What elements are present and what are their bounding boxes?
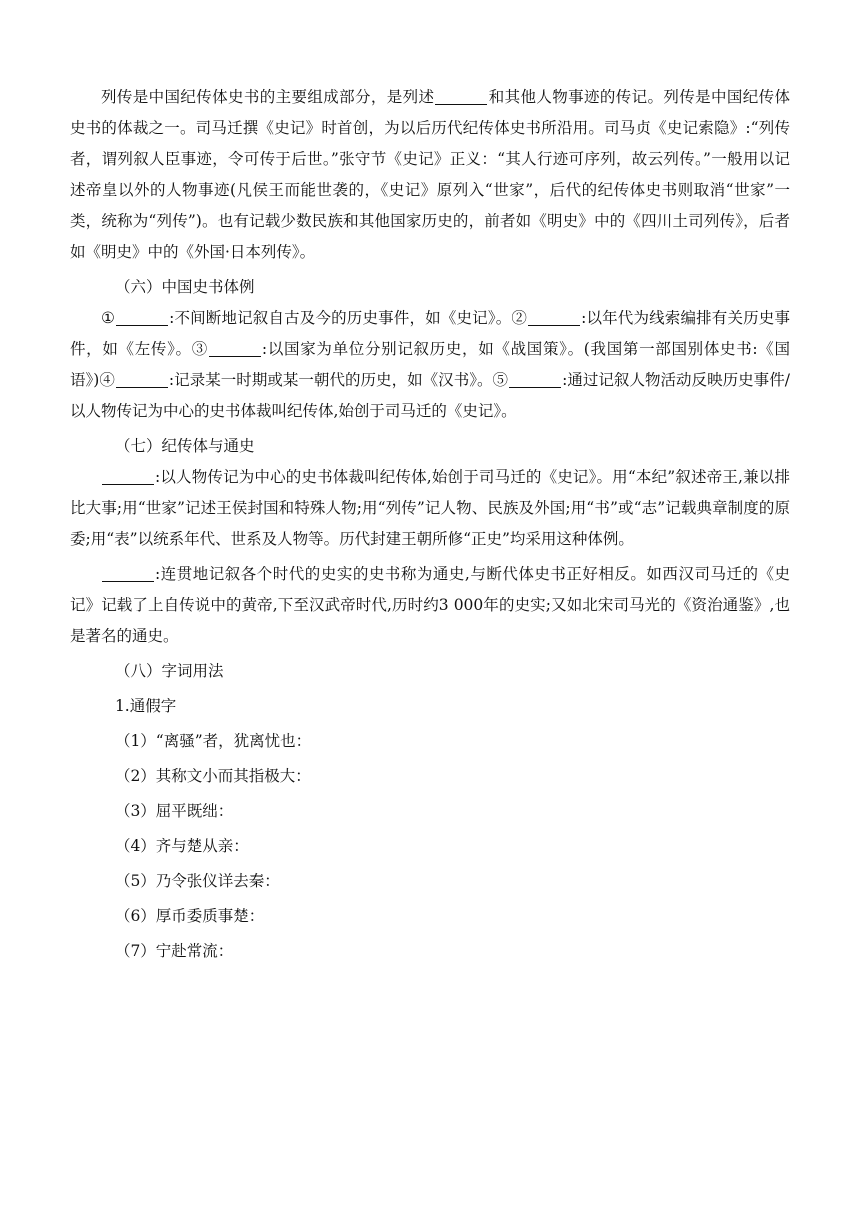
list-item: （2）其称文小而其指极大： [114,767,311,785]
section-6-heading: （六）中国史书体例 [114,278,255,296]
genre-3-text: :以国家为单位分别记叙历史，如《战国策》。(我国第一部国别体史书:《国语》) [70,340,790,389]
answer-blank-jizhuanti[interactable] [102,469,154,486]
liezhuan-text-start: 列传是中国纪传体史书的主要组成部分，是列述 [101,88,435,106]
section-8-heading: （八）字词用法 [114,662,224,680]
answer-blank-1[interactable] [116,310,168,327]
answer-blank-5[interactable] [509,372,561,389]
liezhuan-text-rest: 和其他人物事迹的传记。列传是中国纪传体史书的体裁之一。司马迁撰《史记》时首创，为以后历代纪传体史书所沿用。司马贞《史记索隐》:“列传者，谓列叙人臣事迹，令可传于后世。”张守节《史记》正义：“其人行迹可序列，故云列传。”一般用以记述帝皇以外的人物事迹(凡侯王而能世袭的，《史记》原列入“世家”，后代的纪传体史书则取消“世家”一类，统称为“列传”)。也有记载少数民族和其他国家历史的，前者如《明史》中的《四川土司列传》，后者如《明史》中的《外国·日本列传》。 [70,88,790,261]
jizhuanti-paragraph [70,462,790,555]
history-genres-paragraph [70,303,790,427]
number-4: ④ [99,371,115,389]
tongshi-text: :连贯地记叙各个时代的史实的史书称为通史,与断代体史书正好相反。如西汉司马迁的《史记》记载了上自传说中的黄帝,下至汉武帝时代,历时约3 000年的史实;又如北宋司马光的《资治通鉴》,也是著名的通史。 [70,565,790,645]
tongshi-paragraph [70,559,790,652]
jizhuanti-text: :以人物传记为中心的史书体裁叫纪传体,始创于司马迁的《史记》。用“本纪”叙述帝王,兼以排比大事;用“世家”记述王侯封国和特殊人物;用“列传”记人物、民族及外国;用“书”或“志”记载典章制度的原委;用“表”以统系年代、世系及人物等。历代封建王朝所修“正史”均采用这种体例。 [70,468,790,548]
list-item: （1）“离骚”者，犹离忧也： [114,732,312,750]
number-1: ① [101,309,116,327]
list-item: （6）厚币委质事楚： [114,907,265,925]
number-2: ② [511,309,528,327]
list-item: （7）宁赴常流： [114,942,234,960]
genre-5-text: :通过记叙人物活动反映历史事件/以人物传记为中心的史书体裁叫纪传体,始创于司马迁的《史记》。 [70,371,790,420]
genre-1-text: :不间断地记叙自古及今的历史事件，如《史记》。 [169,309,512,327]
genre-4-text: :记录某一时期或某一朝代的历史，如《汉书》。 [168,371,493,389]
answer-blank-4[interactable] [116,372,168,389]
answer-blank[interactable] [435,89,487,106]
section-7-heading: （七）纪传体与通史 [114,437,255,455]
answer-blank-3[interactable] [209,341,261,358]
answer-blank-2[interactable] [528,310,580,327]
liezhuan-paragraph [70,82,790,268]
list-item: （3）屈平既绌： [114,802,234,820]
answer-blank-tongshi[interactable] [102,566,154,583]
genre-2-text: :以年代为线索编排有关历史事件，如《左传》。 [70,309,790,358]
number-5: ⑤ [492,371,509,389]
list-item: （4）齐与楚从亲： [114,837,249,855]
number-3: ③ [191,340,208,358]
section-8-subheading: 1.通假字 [114,697,177,715]
list-item: （5）乃令张仪详去秦： [114,872,280,890]
